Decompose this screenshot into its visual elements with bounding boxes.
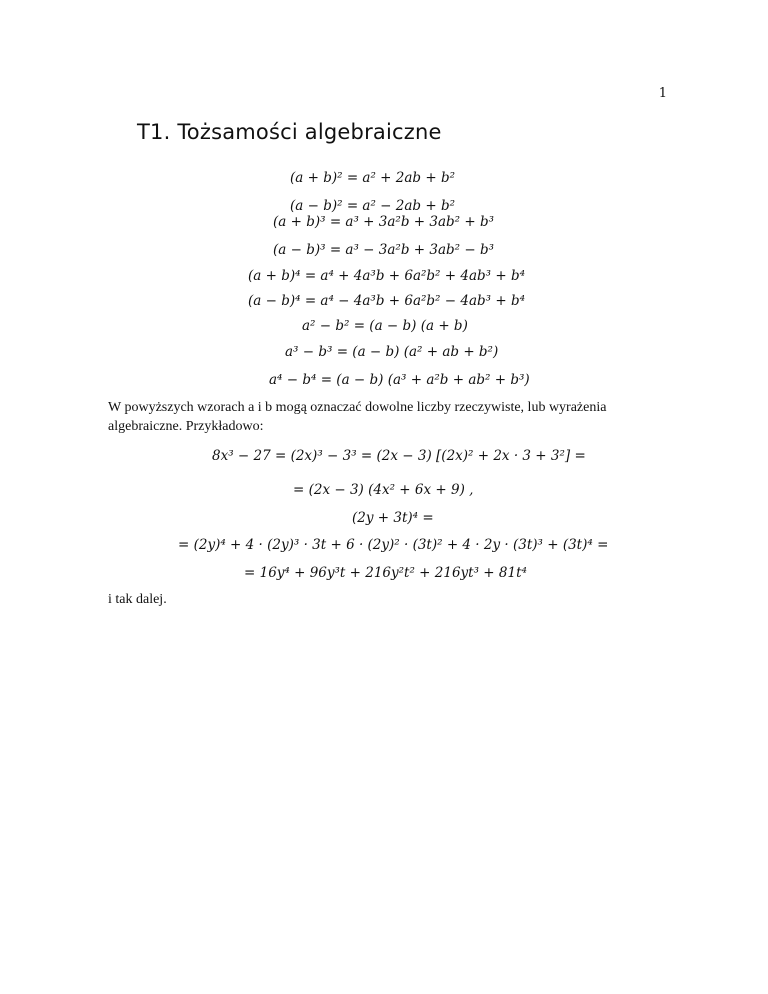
identity-8: a³ − b³ = (a − b) (a² + ab + b²) bbox=[285, 344, 499, 360]
identity-2: (a − b)² = a² − 2ab + b² bbox=[290, 198, 456, 214]
example-line-3: (2y + 3t)⁴ = bbox=[352, 510, 434, 526]
example-line-5: = 16y⁴ + 96y³t + 216y²t² + 216yt³ + 81t⁴ bbox=[244, 565, 527, 581]
page-number: 1 bbox=[658, 86, 667, 101]
example-line-4: = (2y)⁴ + 4 · (2y)³ · 3t + 6 · (2y)² · (3t)² + 4 · 2y · (3t)³ + (3t)⁴ = bbox=[178, 537, 609, 553]
closing-text: i tak dalej. bbox=[108, 592, 167, 607]
identity-7: a² − b² = (a − b) (a + b) bbox=[302, 318, 468, 334]
identity-6: (a − b)⁴ = a⁴ − 4a³b + 6a²b² − 4ab³ + b⁴ bbox=[248, 293, 526, 309]
example-line-2: = (2x − 3) (4x² + 6x + 9) , bbox=[293, 482, 474, 498]
identity-9: a⁴ − b⁴ = (a − b) (a³ + a²b + ab² + b³) bbox=[269, 372, 530, 388]
identity-1: (a + b)² = a² + 2ab + b² bbox=[290, 170, 456, 186]
identity-4: (a − b)³ = a³ − 3a²b + 3ab² − b³ bbox=[273, 242, 495, 258]
example-line-1: 8x³ − 27 = (2x)³ − 3³ = (2x − 3) [(2x)² + 2x · 3 + 3²] = bbox=[212, 448, 586, 464]
explanation-paragraph: W powyższych wzorach a i b mogą oznaczać dowolne liczby rzeczywiste, lub wyrażenia algebraiczne. Przykładowo: bbox=[108, 400, 607, 434]
identity-3: (a + b)³ = a³ + 3a²b + 3ab² + b³ bbox=[273, 214, 495, 230]
identity-5: (a + b)⁴ = a⁴ + 4a³b + 6a²b² + 4ab³ + b⁴ bbox=[248, 268, 526, 284]
section-title: T1. Tożsamości algebraiczne bbox=[137, 120, 442, 144]
